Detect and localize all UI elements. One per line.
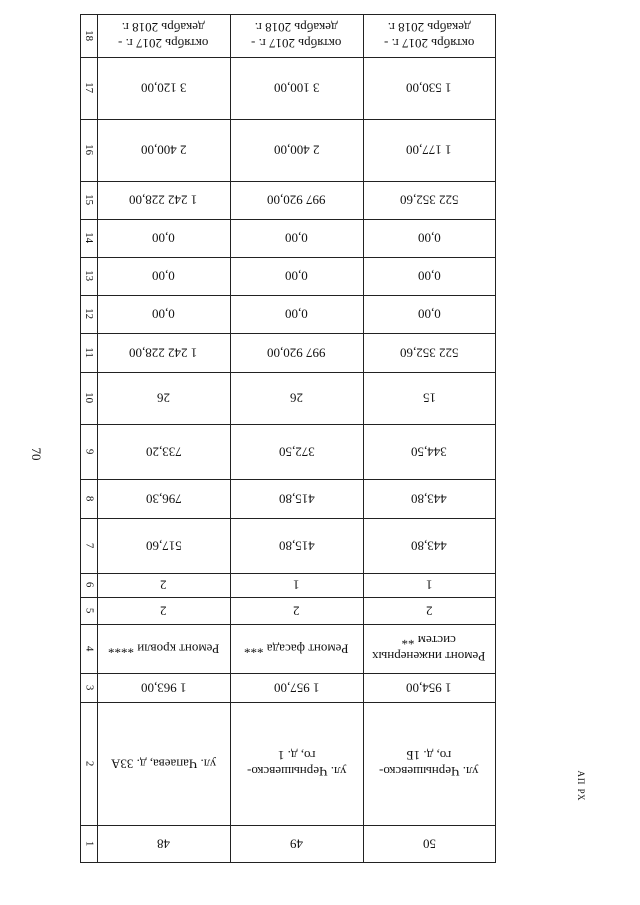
row-50-col-18-text-1: октябрь 2017 г. - bbox=[383, 36, 475, 52]
row-48-col-2 bbox=[97, 702, 230, 825]
column-header-14 bbox=[80, 219, 97, 257]
row-50-col-6-text: 1 bbox=[425, 577, 433, 593]
column-header-11 bbox=[80, 333, 97, 372]
row-49-col-9-text: 372,50 bbox=[278, 444, 315, 460]
row-50-col-1-text: 50 bbox=[422, 836, 436, 852]
column-header-16-text: 16 bbox=[83, 144, 96, 156]
row-50-col-13-text: 0,00 bbox=[417, 268, 441, 284]
row-48-col-14-text: 0,00 bbox=[152, 230, 175, 246]
row-50-col-1 bbox=[363, 825, 495, 862]
row-49-col-16 bbox=[230, 119, 363, 181]
row-48-col-15 bbox=[97, 181, 230, 219]
row-49-col-11 bbox=[230, 333, 363, 372]
row-48-col-11 bbox=[97, 333, 230, 372]
row-48-col-10 bbox=[97, 372, 230, 424]
column-header-1-text: 1 bbox=[83, 840, 96, 847]
row-49-col-5 bbox=[230, 597, 363, 624]
row-49-col-18-text-2: декабрь 2018 г. bbox=[255, 20, 338, 36]
row-48-col-16-text: 2 400,00 bbox=[140, 142, 187, 158]
column-header-12-text: 12 bbox=[83, 308, 96, 320]
row-48-col-6 bbox=[97, 573, 230, 597]
column-header-8-text: 8 bbox=[83, 495, 96, 502]
row-50-col-10 bbox=[363, 372, 495, 424]
column-header-10 bbox=[80, 372, 97, 424]
row-50-col-17 bbox=[363, 57, 495, 119]
row-49-col-4-text: Ремонт фасада *** bbox=[244, 641, 349, 657]
row-49-col-11-text: 997 920,00 bbox=[267, 345, 326, 361]
row-50-col-13 bbox=[363, 257, 495, 295]
row-49-col-7-text: 415,80 bbox=[278, 538, 315, 554]
row-49-col-14 bbox=[230, 219, 363, 257]
row-50-col-11 bbox=[363, 333, 495, 372]
row-50-col-15-text: 522 352,60 bbox=[399, 192, 459, 208]
row-50-col-10-text: 15 bbox=[422, 390, 436, 406]
column-header-2 bbox=[80, 702, 97, 825]
row-50-col-5-text: 2 bbox=[425, 603, 433, 619]
column-header-7 bbox=[80, 518, 97, 573]
row-49-col-10-text: 26 bbox=[290, 390, 303, 406]
row-49-col-13 bbox=[230, 257, 363, 295]
column-header-7-text: 7 bbox=[83, 542, 96, 549]
column-header-14-text: 14 bbox=[83, 232, 96, 244]
row-50-col-4-text-1: Ремонт инженерных bbox=[372, 649, 486, 665]
row-48-col-7 bbox=[97, 518, 230, 573]
column-header-6-text: 6 bbox=[83, 582, 96, 588]
row-49-col-8-text: 415,80 bbox=[278, 491, 315, 507]
row-50-col-12 bbox=[363, 295, 495, 333]
row-48-col-17-text: 3 120,00 bbox=[140, 80, 187, 96]
row-48-col-14 bbox=[97, 219, 230, 257]
table-grid-line bbox=[80, 862, 496, 863]
row-48-col-9 bbox=[97, 424, 230, 479]
row-49-col-4 bbox=[230, 624, 363, 673]
row-48-col-5-text: 2 bbox=[160, 603, 167, 619]
column-header-16 bbox=[80, 119, 97, 181]
row-49-col-3-text: 1 957,00 bbox=[273, 680, 320, 696]
row-50-col-6 bbox=[363, 573, 495, 597]
row-49-col-17 bbox=[230, 57, 363, 119]
row-50-col-11-text: 522 352,60 bbox=[399, 345, 459, 361]
row-50-col-8 bbox=[363, 479, 495, 518]
row-50-col-2-text-1: ул. Чернышевско- bbox=[379, 764, 479, 780]
column-header-17 bbox=[80, 57, 97, 119]
row-48-col-11-text: 1 242 228,00 bbox=[129, 345, 198, 361]
row-50-col-16-text: 1 177,00 bbox=[406, 142, 452, 158]
row-49-col-15-text: 997 920,00 bbox=[267, 192, 326, 208]
row-48-col-10-text: 26 bbox=[157, 390, 170, 406]
row-49-col-7 bbox=[230, 518, 363, 573]
row-49-col-14-text: 0,00 bbox=[285, 230, 308, 246]
row-48-col-8 bbox=[97, 479, 230, 518]
row-48-col-3 bbox=[97, 673, 230, 702]
column-header-18-text: 18 bbox=[83, 30, 96, 41]
row-49-col-1 bbox=[230, 825, 363, 862]
row-50-col-3-text: 1 954,00 bbox=[406, 680, 452, 696]
row-48-col-13-text: 0,00 bbox=[152, 268, 175, 284]
row-48-col-12 bbox=[97, 295, 230, 333]
column-header-3 bbox=[80, 673, 97, 702]
column-header-17-text: 17 bbox=[83, 82, 96, 94]
row-48-col-7-text: 517,60 bbox=[145, 538, 182, 554]
row-50-col-3 bbox=[363, 673, 495, 702]
row-50-col-17-text: 1 530,00 bbox=[406, 80, 452, 96]
row-50-col-18 bbox=[363, 14, 495, 57]
row-48-col-4 bbox=[97, 624, 230, 673]
row-49-col-12-text: 0,00 bbox=[285, 306, 308, 322]
row-49-col-2-text-2: го, д. 1 bbox=[277, 748, 316, 764]
row-50-col-2-text-2: го, д. 1Б bbox=[406, 748, 452, 764]
row-49-col-8 bbox=[230, 479, 363, 518]
row-49-col-9 bbox=[230, 424, 363, 479]
row-49-col-15 bbox=[230, 181, 363, 219]
row-48-col-18-text-1: октябрь 2017 г. - bbox=[118, 36, 209, 52]
row-49-col-6-text: 1 bbox=[293, 577, 300, 593]
column-header-13-text: 13 bbox=[83, 270, 96, 282]
row-50-col-9-text: 344,50 bbox=[411, 444, 447, 460]
row-48-col-8-text: 796,30 bbox=[145, 491, 182, 507]
column-header-3-text: 3 bbox=[83, 684, 96, 691]
column-header-4-text: 4 bbox=[83, 645, 96, 652]
row-50-col-8-text: 443,80 bbox=[411, 491, 447, 507]
row-48-col-15-text: 1 242 228,00 bbox=[129, 192, 198, 208]
column-header-10-text: 10 bbox=[83, 392, 96, 404]
row-48-col-12-text: 0,00 bbox=[152, 306, 175, 322]
row-49-col-1-text: 49 bbox=[290, 836, 303, 852]
row-49-col-18-text-1: октябрь 2017 г. - bbox=[251, 36, 342, 52]
row-49-col-2 bbox=[230, 702, 363, 825]
column-header-5-text: 5 bbox=[83, 607, 96, 614]
row-48-col-5 bbox=[97, 597, 230, 624]
row-48-col-1 bbox=[97, 825, 230, 862]
column-header-8 bbox=[80, 479, 97, 518]
row-48-col-16 bbox=[97, 119, 230, 181]
row-48-col-6-text: 2 bbox=[160, 577, 167, 593]
row-50-col-4-text-2: систем ** bbox=[401, 633, 457, 649]
column-header-12 bbox=[80, 295, 97, 333]
page-number: 70 bbox=[29, 447, 44, 461]
column-header-5 bbox=[80, 597, 97, 624]
row-48-col-9-text: 733,20 bbox=[145, 444, 182, 460]
row-49-col-17-text: 3 100,00 bbox=[273, 80, 320, 96]
column-header-1 bbox=[80, 825, 97, 862]
row-50-col-7-text: 443,80 bbox=[411, 538, 447, 554]
row-48-col-18 bbox=[97, 14, 230, 57]
row-49-col-6 bbox=[230, 573, 363, 597]
column-header-18 bbox=[80, 14, 97, 57]
column-header-2-text: 2 bbox=[83, 760, 96, 767]
column-header-11-text: 11 bbox=[83, 347, 96, 358]
row-48-col-1-text: 48 bbox=[157, 836, 170, 852]
row-50-col-14-text: 0,00 bbox=[417, 230, 441, 246]
row-50-col-12-text: 0,00 bbox=[417, 306, 441, 322]
footer-mark: АП РХ bbox=[576, 770, 586, 802]
row-48-col-18-text-2: декабрь 2018 г. bbox=[122, 20, 205, 36]
row-49-col-10 bbox=[230, 372, 363, 424]
row-49-col-3 bbox=[230, 673, 363, 702]
column-header-9 bbox=[80, 424, 97, 479]
column-header-13 bbox=[80, 257, 97, 295]
row-50-col-15 bbox=[363, 181, 495, 219]
row-49-col-16-text: 2 400,00 bbox=[273, 142, 320, 158]
row-48-col-13 bbox=[97, 257, 230, 295]
column-header-15-text: 15 bbox=[83, 194, 96, 206]
row-48-col-17 bbox=[97, 57, 230, 119]
column-header-15 bbox=[80, 181, 97, 219]
row-49-col-12 bbox=[230, 295, 363, 333]
row-50-col-7 bbox=[363, 518, 495, 573]
row-50-col-5 bbox=[363, 597, 495, 624]
row-48-col-2-text: ул. Чапаева, д. 33А bbox=[110, 756, 217, 772]
row-50-col-18-text-2: декабрь 2018 г. bbox=[387, 20, 471, 36]
column-header-4 bbox=[80, 624, 97, 673]
row-49-col-18 bbox=[230, 14, 363, 57]
row-50-col-16 bbox=[363, 119, 495, 181]
column-header-6 bbox=[80, 573, 97, 597]
row-49-col-13-text: 0,00 bbox=[285, 268, 308, 284]
row-50-col-14 bbox=[363, 219, 495, 257]
row-50-col-9 bbox=[363, 424, 495, 479]
table-grid-line bbox=[495, 14, 496, 863]
row-50-col-4 bbox=[363, 624, 495, 673]
row-49-col-5-text: 2 bbox=[293, 603, 300, 619]
row-50-col-2 bbox=[363, 702, 495, 825]
column-header-9-text: 9 bbox=[83, 448, 96, 455]
row-48-col-4-text: Ремонт кровли **** bbox=[107, 641, 220, 657]
row-49-col-2-text-1: ул. Чернышевско- bbox=[246, 764, 347, 780]
row-48-col-3-text: 1 963,00 bbox=[140, 680, 187, 696]
